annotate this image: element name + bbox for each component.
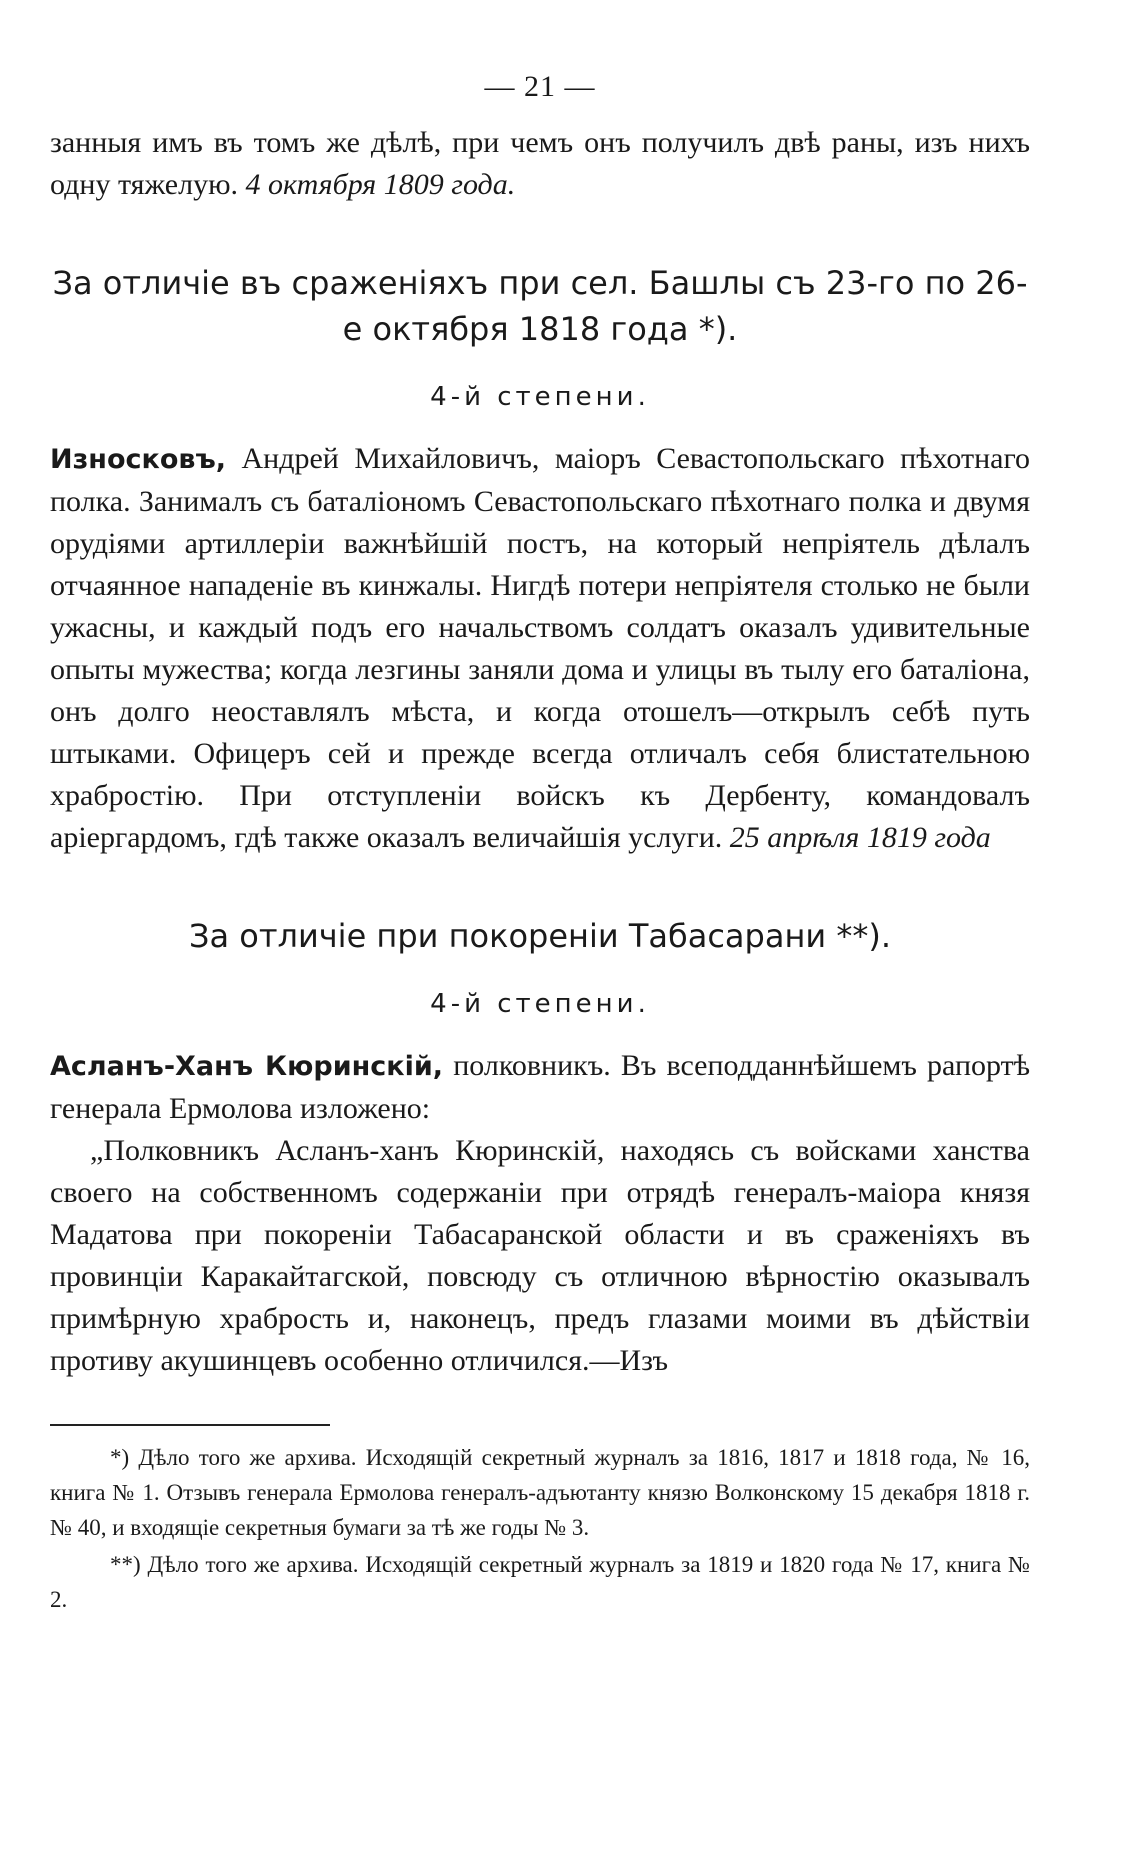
section2-entry-name: Асланъ-Ханъ Кюринскій, — [50, 1051, 444, 1082]
section2-entry-text: полковникъ. Въ всеподданнѣйшемъ рапортѣ генерала Ермолова изложено: — [50, 1049, 1031, 1125]
section2-heading: За отличіе при покореніи Табасарани **). — [189, 917, 891, 955]
section2-quote: „Полковникъ Асланъ-ханъ Кюринскій, находясь съ войсками ханства своего на собственномъ содержаніи при отрядѣ генералъ-маіора князя Мадатова при покореніи Табасаранской области и въ сраженіяхъ въ провинціи Каракайтагской, повсюду съ отличною вѣрностію оказывалъ примѣрную храбрость и, наконецъ, предъ глазами моими въ дѣйствіи противу акушинцевъ особенно отличился.—Изъ — [50, 1134, 1030, 1377]
intro-text: занныя имъ въ томъ же дѣлѣ, при чемъ онъ получилъ двѣ раны, изъ нихъ одну тяжелую. — [50, 126, 1030, 201]
intro-date: 4 октября 1809 года. — [245, 168, 516, 201]
section1-heading: За отличіе въ сраженіяхъ при сел. Башлы съ 23-го по 26-е октября 1818 года *). — [52, 264, 1028, 348]
section2-entry — [50, 1045, 1030, 1130]
section1-entry — [50, 438, 1030, 859]
document-page — [50, 70, 1030, 1619]
section2-degree: 4-й степени. — [430, 989, 650, 1019]
section1-entry-text: Андрей Михайловичъ, маіоръ Севастопольскаго пѣхотнаго полка. Занималъ съ баталіономъ Севастопольскаго пѣхотнаго полка и двумя орудіями артиллеріи важнѣйшій постъ, на который непріятель дѣлалъ отчаянное нападеніе въ кинжалы. Нигдѣ потери непріятеля столько не были ужасны, и каждый подъ его начальствомъ солдатъ оказалъ удивительные опыты мужества; когда лезгины заняли дома и улицы въ тылу его баталіона, онъ долго неоставлялъ мѣста, и когда отошелъ—открылъ себѣ путь штыками. Офицеръ сей и прежде всегда отличалъ себя блистательною храбростію. При отступленіи войскъ къ Дербенту, командовалъ аріергардомъ, гдѣ также оказалъ величайшія услуги. — [50, 442, 1030, 854]
page-number: — 21 — — [484, 70, 596, 103]
section1-entry-name: Износковъ, — [50, 444, 227, 475]
intro-paragraph — [50, 122, 1030, 206]
footnote-divider — [50, 1424, 330, 1426]
section1-entry-date: 25 апрѣля 1819 года — [729, 821, 991, 854]
section1-degree: 4-й степени. — [430, 382, 650, 412]
footnote-1: *) Дѣло того же архива. Исходящій секретный журналъ за 1816, 1817 и 1818 года, № 16, книга № 1. Отзывъ генерала Ермолова генералъ-адъютанту князю Волконскому 15 декабря 1818 г. № 40, и входящіе секретныя бумаги за тѣ же годы № 3. — [50, 1445, 1030, 1540]
footnote-2: **) Дѣло того же архива. Исходящій секретный журналъ за 1819 и 1820 года № 17, книга № 2. — [50, 1552, 1030, 1612]
